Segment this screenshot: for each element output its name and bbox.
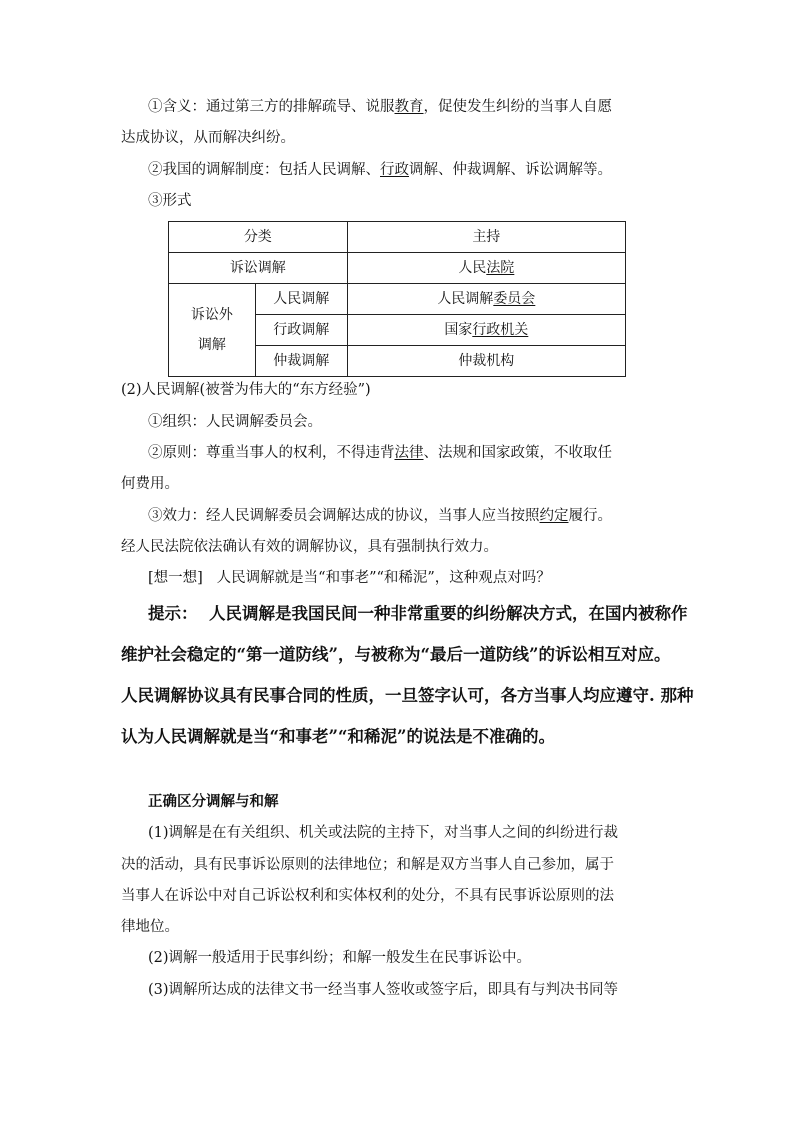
principle-line-1 <box>148 443 612 463</box>
p1-line-2: 决的活动，具有民事诉讼原则的法律地位；和解是双方当事人自己参加，属于 <box>121 857 614 873</box>
row-host: 仲裁机构 <box>347 346 625 377</box>
principle-line-2: 何费用。 <box>121 476 179 492</box>
outside-litigation-label <box>169 284 256 377</box>
think-tag: [想一想] <box>148 570 203 586</box>
system-text: ②我国的调解制度：包括人民调解、 <box>148 162 380 178</box>
meaning-line-2: 达成协议，从而解决纠纷。 <box>121 130 295 146</box>
row-type: 人民调解 <box>255 284 347 315</box>
meaning-text: ①含义：通过第三方的排解疏导、说服 <box>148 99 395 115</box>
row-host-text: 人民调解 <box>437 291 494 307</box>
effect-text: ③效力：经人民调解委员会调解达成的协议，当事人应当按照 <box>148 508 540 524</box>
system-underlined: 行政 <box>380 162 409 178</box>
table-header-row <box>169 222 626 253</box>
litigation-category: 诉讼调解 <box>169 253 348 284</box>
p1-line-3: 当事人在诉讼中对自己诉讼权利和实体权利的处分，不具有民事诉讼原则的法 <box>121 888 614 904</box>
row-host <box>347 315 625 346</box>
header-host: 主持 <box>347 222 625 253</box>
section3-title: 正确区分调解与和解 <box>148 793 279 810</box>
hint-line-2: 维护社会稳定的“第一道防线”，与被称为“最后一道防线”的诉讼相互对应。 <box>121 645 671 664</box>
row-type: 仲裁调解 <box>255 346 347 377</box>
meaning-text-rest: ，促使发生纠纷的当事人自愿 <box>423 99 612 115</box>
meaning-underlined: 教育 <box>394 99 424 115</box>
system-text-rest: 调解、仲裁调解、诉讼调解等。 <box>409 162 612 178</box>
row-host-text: 国家 <box>444 322 473 338</box>
litigation-host <box>347 253 625 284</box>
row-type: 行政调解 <box>255 315 347 346</box>
principle-text-rest: 、法规和国家政策，不收取任 <box>423 445 612 461</box>
row-host-underlined: 行政机关 <box>472 322 529 338</box>
p3-line-1: (3)调解所达成的法律文书一经当事人签收或签字后，即具有与判决书同等 <box>148 982 619 998</box>
principle-underlined: 法律 <box>394 445 424 461</box>
p1-line-4: 律地位。 <box>121 919 179 935</box>
hint-line-1 <box>148 602 688 626</box>
header-category: 分类 <box>169 222 348 253</box>
section2-title: (2)人民调解(被誉为伟大的“东方经验”) <box>121 382 371 398</box>
table-row <box>169 284 626 315</box>
hint-text: 人民调解是我国民间一种非常重要的纠纷解决方式，在国内被称作 <box>209 604 688 623</box>
outside-label-1: 诉讼外 <box>190 307 233 323</box>
litigation-host-underlined: 法院 <box>486 260 515 276</box>
effect-text-rest: 履行。 <box>568 508 612 524</box>
effect-line-1 <box>148 506 612 526</box>
p2-line: (2)调解一般适用于民事纠纷；和解一般发生在民事诉讼中。 <box>148 950 532 966</box>
row-host-underlined: 委员会 <box>493 291 536 307</box>
think-question: 人民调解就是当“和事老”“和稀泥”，这种观点对吗？ <box>216 570 551 586</box>
effect-underlined: 约定 <box>539 508 569 524</box>
effect-line-2: 经人民法院依法确认有效的调解协议，具有强制执行效力。 <box>121 539 498 555</box>
hint-line-3: 人民调解协议具有民事合同的性质，一旦签字认可，各方当事人均应遵守. 那种 <box>121 686 694 705</box>
org-line: ①组织：人民调解委员会。 <box>148 414 322 430</box>
hint-tag: 提示： <box>148 604 198 623</box>
litigation-host-text: 人民 <box>458 260 487 276</box>
meaning-line-1 <box>148 97 612 117</box>
row-host <box>347 284 625 315</box>
outside-label-2: 调解 <box>197 337 226 353</box>
system-line <box>148 160 612 180</box>
table-row <box>169 253 626 284</box>
form-heading: ③形式 <box>148 193 192 209</box>
think-line <box>148 568 551 588</box>
principle-text: ②原则：尊重当事人的权利，不得违背 <box>148 445 395 461</box>
mediation-form-table <box>168 221 626 377</box>
hint-line-4: 认为人民调解就是当“和事老”“和稀泥”的说法是不准确的。 <box>121 727 555 746</box>
p1-line-1: (1)调解是在有关组织、机关或法院的主持下，对当事人之间的纠纷进行裁 <box>148 825 619 841</box>
